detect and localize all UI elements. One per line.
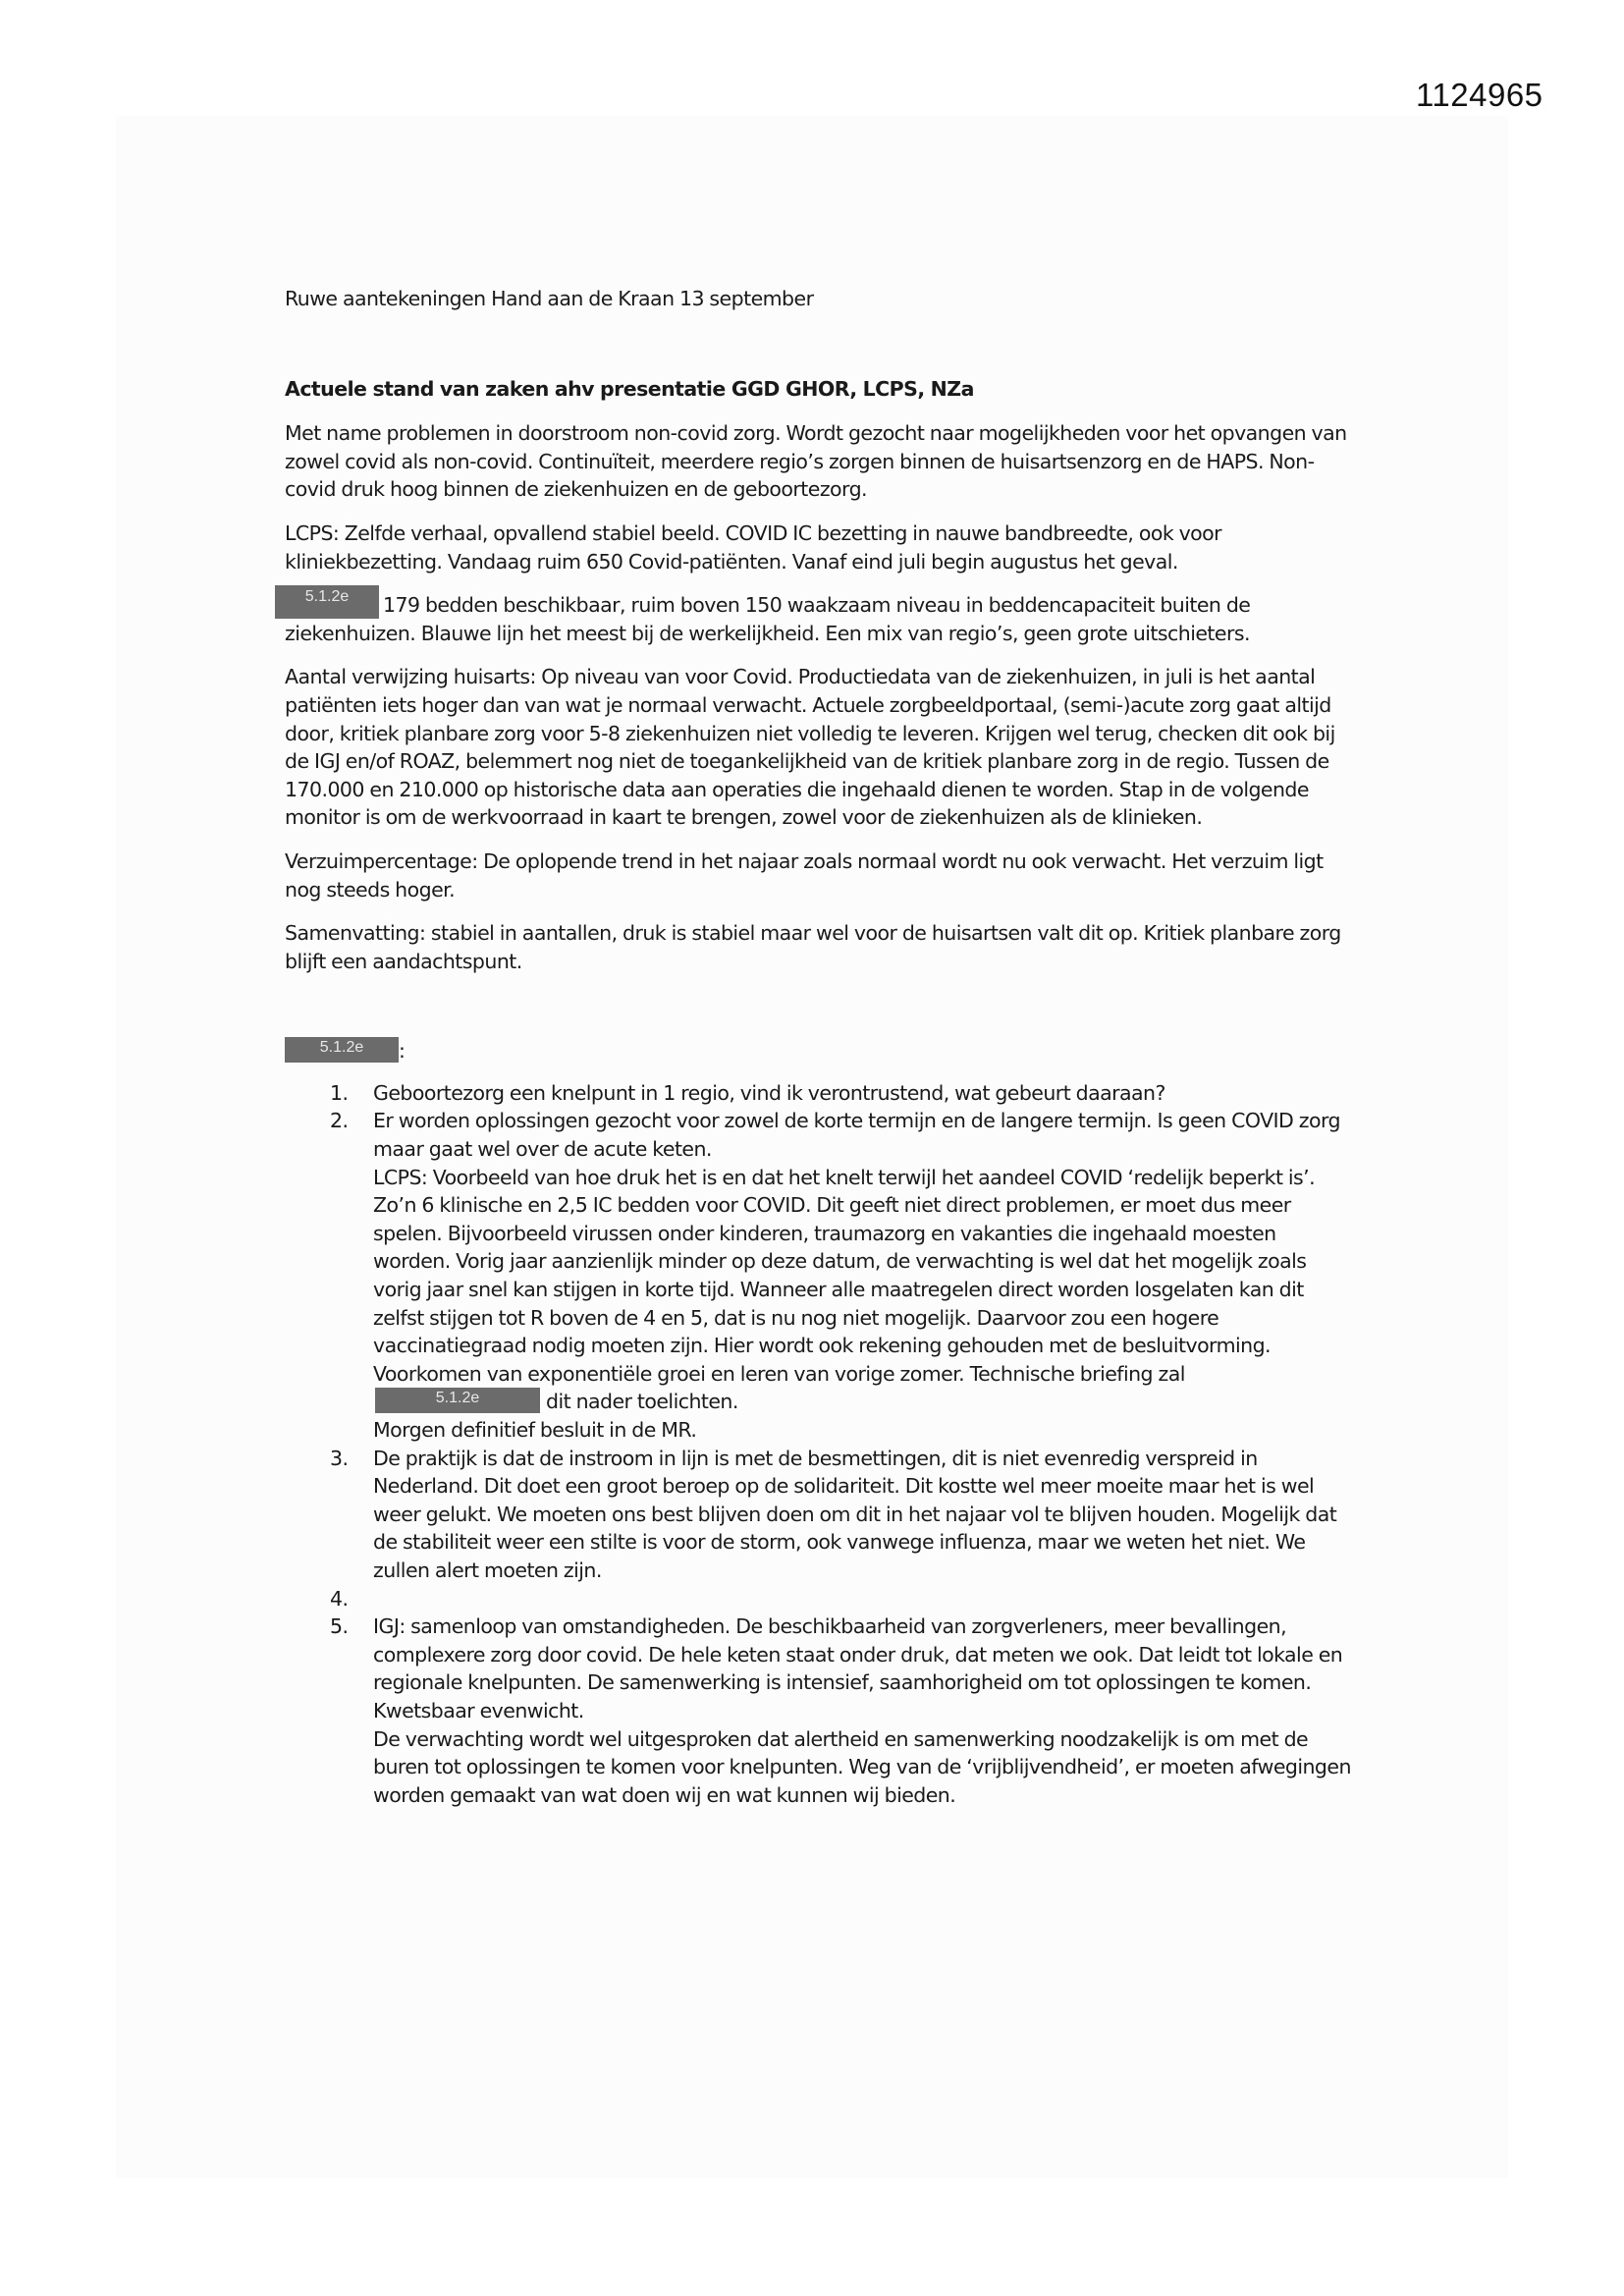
redaction-box: 5.1.2e: [285, 1037, 399, 1063]
list-item: [330, 1079, 1355, 1108]
numbered-list: [285, 1079, 1355, 1809]
paragraph-verwijzing: Aantal verwijzing huisarts: Op niveau van voor Covid. Productiedata van de ziekenhuizen, in juli is het aantal patiënten iets hoger dan van wat je normaal verwacht. Actuele zorgbeeldportaal, (semi-)acute zorg gaat altijd door, kritiek planbare zorg voor 5-8 ziekenhuizen niet volledig te leveren. Krijgen wel terug, checken dit ook bij de IGJ en/of ROAZ, belemmert nog niet de toegankelijkheid van de kritiek planbare zorg in de regio. Tussen de 170.000 en 210.000 op historische data aan operaties die ingehaald dienen te worden. Stap in de volgende monitor is om de werkvoorraad in kaart te brengen, zowel voor de ziekenhuizen als de klinieken.: [285, 665, 1335, 830]
speaker-line: [285, 1037, 1355, 1066]
list-item-expectation: De verwachting wordt wel uitgesproken dat alertheid en samenwerking noodzakelijk is om met de buren tot oplossingen te komen voor knelpunten. Weg van de ‘vrijblijvendheid’, er moeten afwegingen worden gemaakt van wat doen wij en wat kunnen wij bieden.: [373, 1726, 1351, 1807]
list-item: [330, 1445, 1355, 1585]
paragraph-samenvatting: Samenvatting: stabiel in aantallen, druk is stabiel maar wel voor de huisartsen valt dit op. Kritiek planbare zorg blijft een aandachtspunt.: [285, 921, 1341, 973]
list-item: [330, 1613, 1355, 1809]
paragraph-lcps: LCPS: Zelfde verhaal, opvallend stabiel beeld. COVID IC bezetting in nauwe bandbreedte, ook voor kliniekbezetting. Vandaag ruim 650 Covid-patiënten. Vanaf eind juli begin augustus het geval.: [285, 520, 1222, 574]
paragraph-beds: [285, 588, 1355, 647]
paragraph-verzuim: Verzuimpercentage: De oplopende trend in het najaar zoals normaal wordt nu ook verwacht. Het verzuim ligt nog steeds hoger.: [285, 848, 1324, 902]
list-item: [330, 1585, 1355, 1613]
section-heading: Actuele stand van zaken ahv presentatie GGD GHOR, LCPS, NZa: [285, 376, 974, 401]
notes-title: Ruwe aantekeningen Hand aan de Kraan 13 september: [285, 287, 814, 310]
list-item-text: De praktijk is dat de instroom in lijn is met de besmettingen, dit is niet evenredig verspreid in Nederland. Dit doet een groot beroep op de solidariteit. Dit kostte wel meer moeite maar het is wel weer gelukt. We moeten ons best blijven doen om dit in het najaar vol te blijven houden. Mogelijk dat de stabiliteit weer een stilte is voor de storm, ook vanwege influenza, maar we weten het niet. We zullen alert moeten zijn.: [373, 1446, 1337, 1582]
list-item-text: Er worden oplossingen gezocht voor zowel de korte termijn en de langere termijn. Is geen COVID zorg maar gaat wel over de acute keten.: [373, 1109, 1340, 1162]
list-item-text: Geboortezorg een knelpunt in 1 regio, vind ik verontrustend, wat gebeurt daaraan?: [373, 1080, 1165, 1105]
lcps-text-after: dit nader toelichten.: [546, 1390, 738, 1414]
list-item-decision: Morgen definitief besluit in de MR.: [373, 1418, 697, 1442]
paragraph-doorstroom: Met name problemen in doorstroom non-covid zorg. Wordt gezocht naar mogelijkheden voor het opvangen van zowel covid als non-covid. Continuïteit, meerdere regio’s zorgen binnen de huisartsenzorg en de HAPS. Non-covid druk hoog binnen de ziekenhuizen en de geboortezorg.: [285, 421, 1347, 502]
lcps-text-before: LCPS: Voorbeeld van hoe druk het is en dat het knelt terwijl het aandeel COVID ‘redelijk beperkt is’. Zo’n 6 klinische en 2,5 IC bedden voor COVID. Dit geeft niet direct problemen, er moet dus meer spelen. Bijvoorbeeld virussen onder kinderen, traumazorg en vakanties die ingehaald moesten worden. Vorig jaar aanzienlijk minder op deze datum, de verwachting is wel dat het mogelijk zoals vorig jaar snel kan stijgen in korte tijd. Wanneer alle maatregelen direct worden losgelaten kan dit zelfst stijgen tot R boven de 4 en 5, dat is nu nog niet mogelijk. Daarvoor zou een hogere vaccinatiegraad nodig moeten zijn. Hier wordt ook rekening gehouden met de besluitvorming. Voorkomen van exponentiële groei en leren van vorige zomer. Technische briefing zal: [373, 1165, 1316, 1386]
list-number: 2.: [330, 1109, 349, 1133]
list-number: 3.: [330, 1446, 349, 1470]
paragraph-beds-text: 179 bedden beschikbaar, ruim boven 150 waakzaam niveau in beddencapaciteit buiten de ziekenhuizen. Blauwe lijn het meest bij de werkelijkheid. Een mix van regio’s, geen grote uitschieters.: [285, 593, 1251, 645]
redaction-box: 5.1.2e: [275, 585, 379, 619]
speaker-colon: :: [399, 1039, 406, 1064]
list-item-lcps-text: [373, 1164, 1355, 1416]
list-number: 1.: [330, 1080, 349, 1105]
list-number: 5.: [330, 1614, 349, 1639]
document-number: 1124965: [1416, 77, 1543, 113]
list-item-text: IGJ: samenloop van omstandigheden. De beschikbaarheid van zorgverleners, meer bevallingen, complexere zorg door covid. De hele keten staat onder druk, dat meten we ook. Dat leidt tot lokale en regionale knelpunten. De samenwerking is intensief, saamhorigheid om tot oplossingen te komen. Kwetsbaar evenwicht.: [373, 1614, 1343, 1722]
redaction-box: 5.1.2e: [375, 1388, 540, 1413]
document-body: [285, 285, 1355, 1809]
list-item: [330, 1107, 1355, 1444]
list-number: 4.: [330, 1586, 349, 1611]
